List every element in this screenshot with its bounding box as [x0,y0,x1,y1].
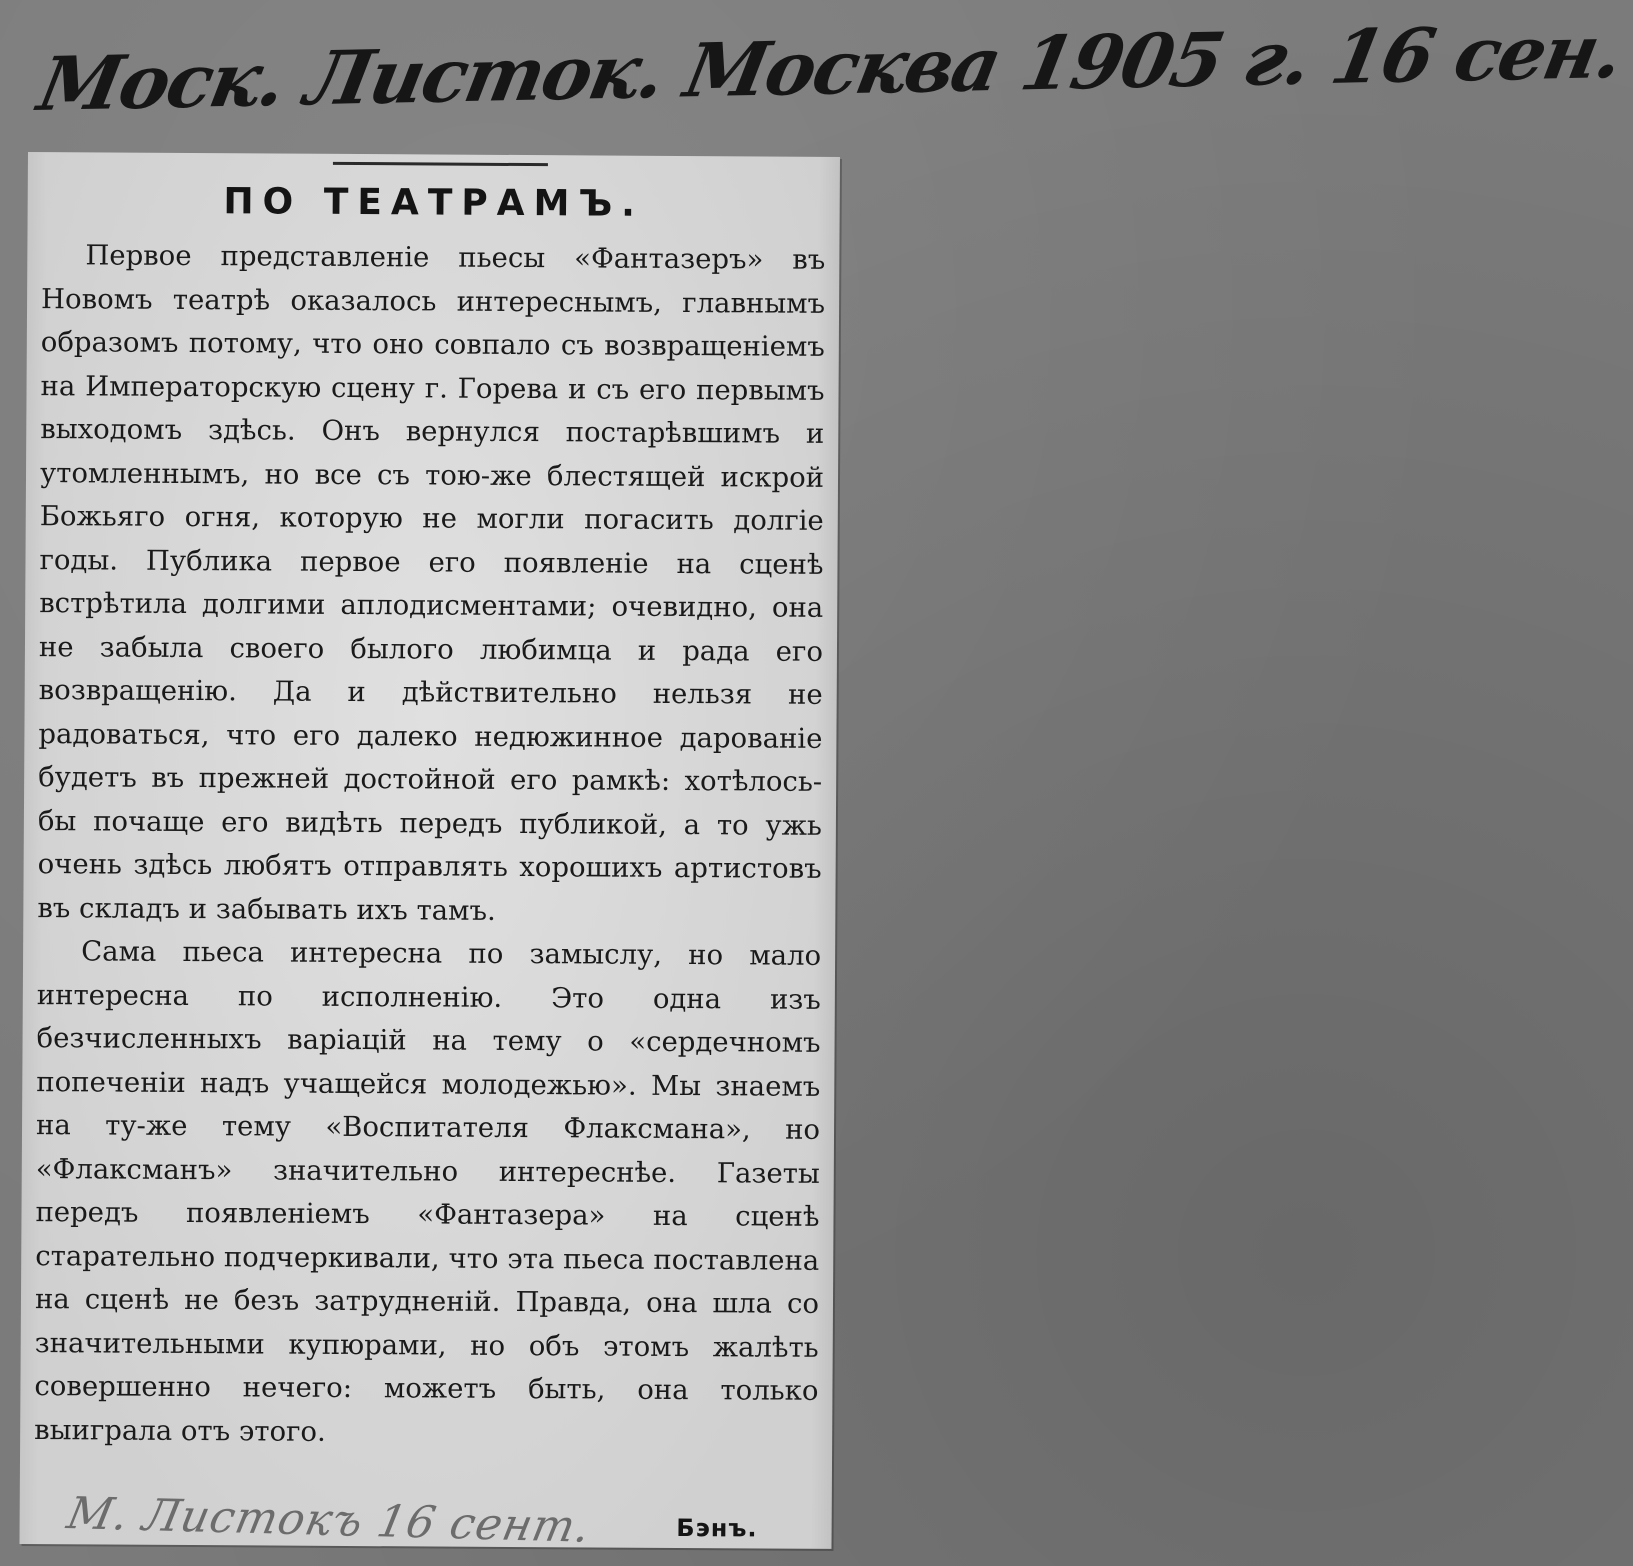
author-signature: Бэнъ. [676,1513,758,1543]
handwritten-header: Моск. Листок. Москва 1905 г. 16 сен. [31,9,1629,128]
handwritten-footer: М. Листокъ 16 сент. [62,1488,596,1553]
article-body [34,234,825,1457]
article-paragraph: Сама пьеса интересна по замыслу, но мало интересна по исполненію. Это одна изъ безчисленныхъ варіацій на тему о «сердечномъ попеченіи надъ учащейся молодежью». Мы знаемъ на ту-же тему «Воспитателя Флаксмана», но «Флаксманъ» значительно интереснѣе. Газеты передъ появленіемъ «Фантазера» на сценѣ старательно подчеркивали, что эта пьеса поставлена на сценѣ не безъ затрудненій. Правда, она шла со значительными купюрами, но объ этомъ жалѣть совершенно нечего: можетъ быть, она только выиграла отъ этого. [34,935,822,1448]
newspaper-clipping [19,152,839,1549]
article-paragraph: Первое представленіе пьесы «Фантазеръ» въ Новомъ театрѣ оказалось интереснымъ, главнымъ образомъ потому, что оно совпало съ возвращеніемъ на Императорскую сцену г. Горева и съ его первымъ выходомъ здѣсь. Онъ вернулся постарѣвшимъ и утомленнымъ, но все съ тою-же блестящей искрой Божьяго огня, которую не могли погасить долгіе годы. Публика первое его появленіе на сценѣ встрѣтила долгими аплодисментами; очевидно, она не забыла своего былого любимца и рада его возвращенію. Да и дѣйствительно нельзя не радоваться, что его далеко недюжинное дарованіе будетъ въ прежней достойной его рамкѣ: хотѣлось-бы почаще его видѣть передъ публикой, а то ужь очень здѣсь любятъ отправлять хорошихъ артистовъ въ складъ и забывать ихъ тамъ. [37,239,826,927]
article-heading: ПО ТЕАТРАМЪ. [223,181,645,225]
top-rule [333,162,548,166]
